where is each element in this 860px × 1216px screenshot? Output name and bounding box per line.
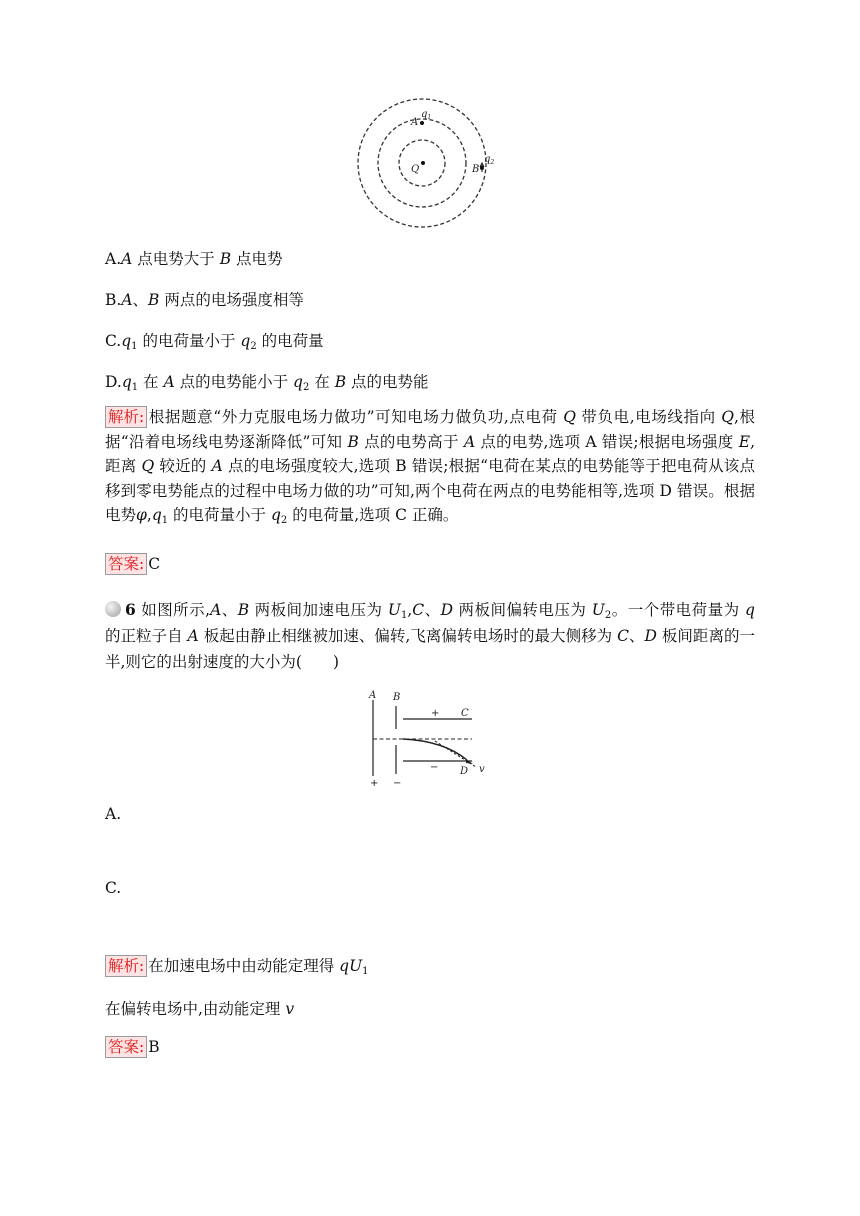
option-A: A.A 点电势大于 B 点电势	[105, 250, 283, 268]
answer-tag: 答案:	[105, 1036, 147, 1058]
fig2-label-B: B	[393, 692, 401, 703]
option-D: $D.q_1$ 在 A 点的电势能小于 $q_2$ 在 B 点的电势能	[105, 373, 429, 393]
fig2-label-D: D	[460, 766, 469, 777]
analysis-tag: 解析:	[105, 955, 147, 977]
fig2-minus-mid: −	[430, 762, 439, 773]
q5-answer: 答案: C	[105, 553, 160, 575]
label-q1: $q_1$	[421, 109, 432, 121]
option-B: B.A、B 两点的电场强度相等	[105, 291, 304, 309]
fig2-minus-bottom: −	[393, 778, 402, 789]
q6-answer: 答案: B	[105, 1036, 160, 1058]
fig2-label-A: A	[369, 690, 377, 701]
q6-option-C: C.	[105, 879, 122, 897]
q5-analysis: 解析: 根据题意“外力克服电场力做功”可知电场力做负功,点电荷 Q 带负电,电场线指向 Q,根据“沿着电场线电势逐渐降低”可知 B 点的电势高于 A 点的电势,选项 A 错误;根据电场强度 E,距离 Q 较近的 A 点的电场强度较大,选项 B 错误;根据“电荷在某点的电势能等于把电荷从该点移到零电势能点的过程中电场力做的功”可知,两个电荷在两点的电势能相等,选项 D 错误。根据电势$\varphi,q_1$ 的电荷量小于 $q_2$ 的电荷量,选项 C 正确。	[105, 408, 756, 526]
label-Q: Q	[411, 164, 420, 175]
question-bubble-icon	[105, 601, 121, 617]
fig2-plus-bottom: +	[370, 778, 379, 789]
analysis-tag: 解析:	[105, 406, 147, 428]
deflection-plates-figure	[362, 688, 497, 790]
label-B: B	[472, 164, 480, 175]
answer-tag: 答案:	[105, 553, 147, 575]
charge-Q-dot	[421, 161, 425, 165]
label-q2: $q_2$	[484, 154, 495, 166]
q6-option-A: A.	[105, 805, 122, 823]
particle-trajectory	[403, 739, 467, 760]
option-C: $C.q_1$ 的电荷量小于 $q_2$ 的电荷量	[105, 332, 324, 352]
fig2-label-v: v	[479, 764, 485, 775]
label-A: A	[411, 117, 419, 128]
q6-analysis-line-2: 在偏转电场中,由动能定理 v	[105, 1000, 295, 1018]
charge-q1-dot	[420, 121, 424, 125]
fig2-label-C: C	[461, 708, 469, 719]
q6-analysis-line-1: 解析: 在加速电场中由动能定理得 $qU_1$	[105, 954, 369, 977]
fig2-plus-top: +	[431, 708, 440, 719]
concentric-field-figure	[355, 95, 495, 230]
q6-stem: 6 如图所示,A、B 两板间加速电压为 $U_1,C$、D 两板间偏转电压为 $U_2$。一个带电荷量为 q 的正粒子自 A 板起由静止相继被加速、偏转,飞离偏转电场时的最大侧移为 C、D 板间距离的一半,则它的出射速度的大小为( )	[105, 600, 755, 671]
